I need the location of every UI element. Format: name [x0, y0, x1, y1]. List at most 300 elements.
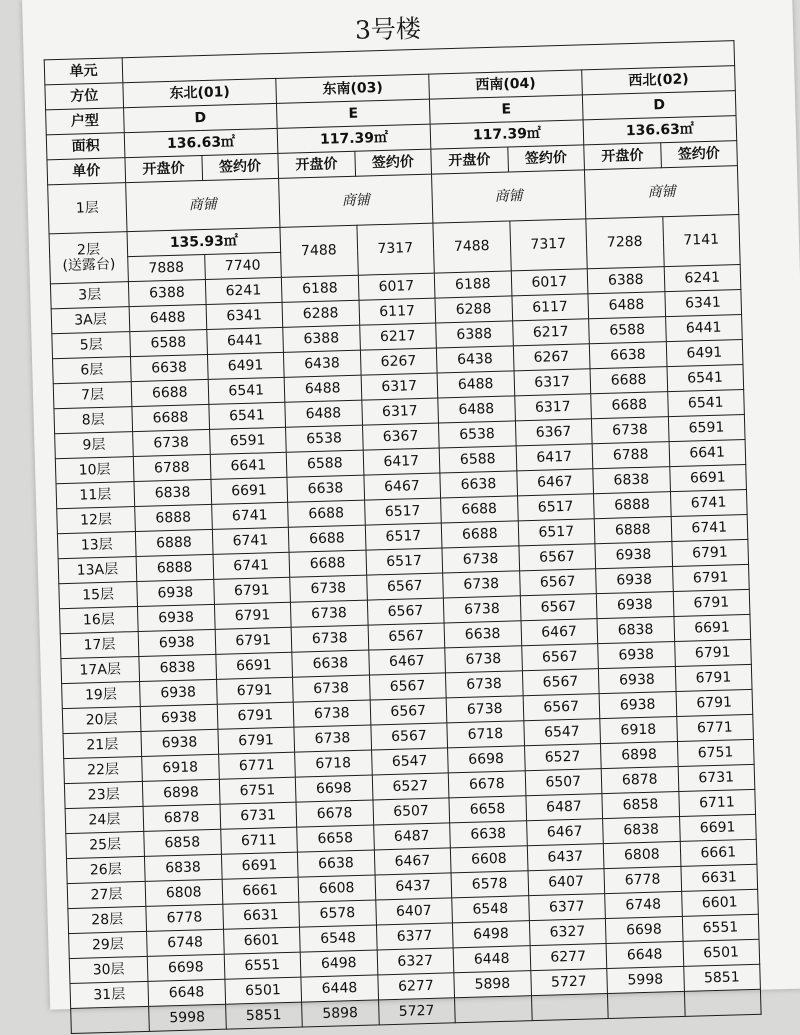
- price-cell: 6791: [213, 577, 290, 604]
- floor-label: 31层: [70, 981, 149, 1008]
- price-cell: 6888: [594, 492, 671, 519]
- price-cell: 6367: [515, 419, 592, 446]
- floor-label: 27层: [67, 881, 146, 908]
- price-cell: 6367: [362, 423, 439, 450]
- price-cell: 7141: [662, 215, 740, 267]
- floor-label: 29层: [69, 931, 148, 958]
- price-cell: 6791: [671, 539, 748, 566]
- price-cell: 6688: [441, 521, 518, 548]
- price-cell: [607, 991, 684, 1018]
- price-cell: 6547: [371, 748, 448, 775]
- price-cell: 6487: [373, 823, 450, 850]
- floor-label: 25层: [66, 831, 145, 858]
- price-cell: 6538: [286, 425, 363, 452]
- price-cell: [455, 996, 532, 1023]
- price-cell: 6388: [128, 280, 205, 307]
- price-cell: 6527: [372, 773, 449, 800]
- price-cell: 6688: [441, 496, 518, 523]
- price-cell: 6448: [453, 946, 530, 973]
- price-cell: 6678: [448, 771, 525, 798]
- price-cell: 6551: [682, 914, 759, 941]
- price-cell: 6417: [516, 444, 593, 471]
- price-cell: 6491: [666, 340, 743, 367]
- price-cell: 6288: [282, 300, 359, 327]
- open-price-header: 开盘价: [584, 143, 661, 170]
- price-cell: 6547: [523, 719, 600, 746]
- price-cell: 6567: [519, 569, 596, 596]
- price-cell: 6938: [598, 667, 675, 694]
- floor-label: 15层: [59, 582, 138, 609]
- price-cell: 6738: [294, 725, 371, 752]
- price-cell: 6638: [444, 621, 521, 648]
- price-cell: 6888: [135, 504, 212, 531]
- price-cell: 6487: [525, 794, 602, 821]
- price-cell: 6608: [450, 846, 527, 873]
- shop-cell: 商铺: [126, 178, 280, 231]
- orientation-label: 方位: [45, 83, 124, 110]
- price-cell: 6388: [283, 325, 360, 352]
- floor-2-area-cell: 135.93㎡: [127, 227, 281, 256]
- price-cell: 6838: [144, 854, 221, 881]
- price-cell: 6567: [368, 623, 445, 650]
- price-cell: 6688: [590, 367, 667, 394]
- price-cell: 5898: [454, 971, 531, 998]
- price-cell: 6638: [450, 821, 527, 848]
- price-cell: 6838: [139, 654, 216, 681]
- price-cell: 6688: [132, 404, 209, 431]
- floor-label: 17层: [60, 632, 139, 659]
- price-cell: 6567: [369, 673, 446, 700]
- price-cell: 6467: [363, 473, 440, 500]
- price-cell: 7488: [433, 221, 511, 273]
- floor-label: 7层: [53, 382, 132, 409]
- price-cell: 6507: [525, 769, 602, 796]
- price-cell: 6241: [205, 277, 282, 304]
- price-cell: 6317: [361, 373, 438, 400]
- area-cell: 117.39㎡: [277, 124, 431, 153]
- floor-label: 19层: [62, 681, 141, 708]
- price-cell: 6488: [438, 396, 515, 423]
- price-cell: 6791: [675, 664, 752, 691]
- floor-label: 13层: [57, 532, 136, 559]
- price-cell: 6888: [136, 554, 213, 581]
- price-cell: 6771: [218, 752, 295, 779]
- price-cell: 6741: [670, 489, 747, 516]
- floor-label: 16层: [60, 607, 139, 634]
- price-cell: 6691: [679, 814, 756, 841]
- price-cell: 6688: [288, 525, 365, 552]
- price-cell: 6578: [299, 900, 376, 927]
- price-cell: 5998: [607, 966, 684, 993]
- area-cell: 136.63㎡: [583, 116, 737, 145]
- price-cell: 6718: [447, 721, 524, 748]
- floor-label: 24层: [65, 806, 144, 833]
- price-cell: 6541: [208, 377, 285, 404]
- price-cell: 6341: [206, 302, 283, 329]
- price-cell: 7317: [356, 223, 434, 275]
- price-cell: 6527: [524, 744, 601, 771]
- floor-label: 30层: [69, 956, 148, 983]
- document-title: 3号楼: [354, 13, 422, 45]
- price-cell: 6738: [293, 700, 370, 727]
- price-cell: 6638: [287, 475, 364, 502]
- price-cell: 6918: [600, 717, 677, 744]
- price-cell: 6791: [674, 639, 751, 666]
- price-cell: 6748: [147, 929, 224, 956]
- price-cell: 6738: [133, 429, 210, 456]
- price-sheet: [22, 0, 800, 1026]
- price-cell: 6567: [367, 598, 444, 625]
- price-cell: 6498: [300, 950, 377, 977]
- orientation-cell: 西北(02): [582, 66, 736, 95]
- price-cell: 6467: [516, 469, 593, 496]
- floor-label: 17A层: [61, 656, 140, 683]
- price-cell: 6188: [434, 271, 511, 298]
- price-cell: 7488: [280, 225, 358, 277]
- price-cell: 6317: [514, 394, 591, 421]
- price-cell: 6738: [443, 571, 520, 598]
- price-cell: 6791: [672, 564, 749, 591]
- price-cell: 6838: [603, 816, 680, 843]
- price-cell: 6467: [521, 619, 598, 646]
- price-cell: 6691: [669, 464, 746, 491]
- floor-label: 22层: [64, 756, 143, 783]
- price-cell: 6858: [602, 791, 679, 818]
- price-cell: 6688: [288, 500, 365, 527]
- price-cell: 6567: [366, 573, 443, 600]
- price-cell: 6888: [135, 529, 212, 556]
- floor-label: 3A层: [51, 307, 130, 334]
- price-cell: 6918: [142, 754, 219, 781]
- type-cell: E: [276, 99, 430, 128]
- price-cell: 6791: [676, 689, 753, 716]
- price-cell: 6748: [605, 891, 682, 918]
- floor-label: 8层: [54, 407, 133, 434]
- price-cell: 6691: [215, 652, 292, 679]
- price-cell: 6938: [141, 729, 218, 756]
- shop-cell: 商铺: [432, 170, 586, 223]
- price-cell: 6377: [376, 923, 453, 950]
- floor-label: 9层: [55, 432, 134, 459]
- shop-cell: 商铺: [584, 166, 738, 219]
- price-cell: 6838: [134, 479, 211, 506]
- price-cell: 7288: [586, 217, 664, 269]
- price-cell: 6938: [140, 679, 217, 706]
- price-cell: 6341: [664, 290, 741, 317]
- price-cell: 6498: [452, 921, 529, 948]
- price-cell: 6407: [375, 898, 452, 925]
- contract-price-header: 签约价: [354, 149, 431, 176]
- price-cell: 6377: [528, 894, 605, 921]
- price-cell: 5851: [683, 964, 760, 991]
- price-cell: 6631: [222, 902, 299, 929]
- price-cell: 6791: [214, 602, 291, 629]
- price-cell: 6838: [597, 617, 674, 644]
- floor-label: 23层: [64, 781, 143, 808]
- open-price-header: 开盘价: [278, 151, 355, 178]
- price-cell: 6327: [529, 919, 606, 946]
- floor-label: 10层: [55, 457, 134, 484]
- price-cell: 6938: [596, 592, 673, 619]
- price-cell: 6751: [677, 739, 754, 766]
- price-cell: 6791: [216, 677, 293, 704]
- price-cell: 6588: [130, 329, 207, 356]
- orientation-cell: 东南(03): [276, 74, 430, 103]
- price-cell: 6638: [589, 342, 666, 369]
- area-cell: 117.39㎡: [430, 120, 584, 149]
- price-cell: 6438: [283, 350, 360, 377]
- price-cell: 6017: [358, 273, 435, 300]
- type-label: 户型: [46, 108, 125, 135]
- type-cell: E: [429, 95, 583, 124]
- price-cell: 6467: [368, 648, 445, 675]
- price-label: 单价: [47, 158, 126, 185]
- floor-label: 21层: [63, 731, 142, 758]
- price-cell: 6488: [588, 292, 665, 319]
- price-cell: 6567: [521, 644, 598, 671]
- price-cell: 6488: [285, 400, 362, 427]
- price-cell: 6738: [445, 646, 522, 673]
- price-cell: 6738: [293, 675, 370, 702]
- price-cell: 6517: [364, 498, 441, 525]
- contract-price-header: 签约价: [507, 145, 584, 172]
- price-cell: 6017: [511, 269, 588, 296]
- price-cell: 6437: [527, 844, 604, 871]
- price-cell: 6808: [145, 879, 222, 906]
- price-cell: 6608: [298, 875, 375, 902]
- open-price-header: 开盘价: [125, 156, 202, 183]
- price-cell: 6591: [668, 414, 745, 441]
- price-cell: 6898: [600, 742, 677, 769]
- floor-label: 28层: [68, 906, 147, 933]
- price-cell: 6691: [210, 477, 287, 504]
- price-cell: 6641: [669, 439, 746, 466]
- price-cell: 6638: [130, 354, 207, 381]
- price-cell: 6288: [435, 296, 512, 323]
- floor-label: 13A层: [58, 557, 137, 584]
- floor-label: 20层: [62, 706, 141, 733]
- price-cell: 6117: [511, 294, 588, 321]
- price-cell: 6698: [295, 775, 372, 802]
- price-cell: 6501: [224, 977, 301, 1004]
- shop-cell: 商铺: [279, 174, 433, 227]
- type-cell: D: [582, 91, 736, 120]
- price-cell: 6658: [449, 796, 526, 823]
- price-cell: 6538: [438, 421, 515, 448]
- price-cell: 6788: [592, 442, 669, 469]
- price-cell: 6661: [222, 877, 299, 904]
- price-cell: 6711: [220, 827, 297, 854]
- price-cell: 6437: [375, 873, 452, 900]
- price-cell: 6738: [290, 575, 367, 602]
- price-cell: 6648: [606, 941, 683, 968]
- price-cell: 6741: [212, 527, 289, 554]
- price-cell: 6588: [439, 446, 516, 473]
- price-cell: 6898: [142, 779, 219, 806]
- price-cell: 6838: [593, 467, 670, 494]
- price-cell: 6517: [517, 494, 594, 521]
- price-cell: 6938: [137, 579, 214, 606]
- price-cell: 6698: [448, 746, 525, 773]
- price-cell: 6267: [360, 348, 437, 375]
- price-cell: 6738: [290, 600, 367, 627]
- price-cell: 6661: [680, 839, 757, 866]
- price-cell: 6488: [129, 304, 206, 331]
- price-cell: 6791: [673, 589, 750, 616]
- price-cell: 6217: [512, 319, 589, 346]
- price-cell: 6588: [589, 317, 666, 344]
- price-cell: 6388: [436, 321, 513, 348]
- price-cell: 6738: [446, 696, 523, 723]
- price-cell: 6541: [667, 390, 744, 417]
- open-price-header: 开盘价: [431, 147, 508, 174]
- price-cell: 6317: [361, 398, 438, 425]
- price-cell: 6688: [591, 392, 668, 419]
- contract-price-header: 签约价: [201, 153, 278, 180]
- price-cell: 6317: [514, 369, 591, 396]
- price-cell: 6688: [289, 550, 366, 577]
- price-table: [44, 40, 762, 1034]
- price-cell: 6771: [676, 714, 753, 741]
- price-cell: 6738: [445, 671, 522, 698]
- price-cell: 5998: [149, 1004, 226, 1031]
- price-cell: 6567: [523, 694, 600, 721]
- contract-price-header: 签约价: [660, 141, 737, 168]
- price-cell: 6751: [219, 777, 296, 804]
- price-cell: 6567: [522, 669, 599, 696]
- floor-label: 5层: [52, 332, 131, 359]
- type-cell: D: [124, 103, 278, 132]
- price-cell: 6738: [591, 417, 668, 444]
- price-cell: 6741: [213, 552, 290, 579]
- price-cell: 6438: [436, 346, 513, 373]
- price-cell: 6188: [281, 275, 358, 302]
- price-cell: 6678: [296, 800, 373, 827]
- price-cell: 6567: [520, 594, 597, 621]
- price-cell: 6688: [131, 379, 208, 406]
- price-cell: 6241: [664, 265, 741, 292]
- price-cell: 6738: [291, 625, 368, 652]
- price-cell: 6548: [299, 925, 376, 952]
- price-cell: 6718: [295, 750, 372, 777]
- price-cell: 5898: [302, 1000, 379, 1027]
- price-cell: 6541: [208, 402, 285, 429]
- floor-label: [71, 1006, 150, 1033]
- price-cell: 6567: [370, 723, 447, 750]
- price-cell: 6548: [452, 896, 529, 923]
- unit-label: 单元: [44, 58, 123, 85]
- floor-label: 3层: [50, 282, 129, 309]
- price-cell: 6441: [665, 315, 742, 342]
- price-cell: 6791: [217, 727, 294, 754]
- price-cell: 6601: [681, 889, 758, 916]
- price-cell: 6731: [220, 802, 297, 829]
- price-cell: 6507: [372, 798, 449, 825]
- price-cell: 6501: [683, 939, 760, 966]
- price-cell: 6741: [211, 502, 288, 529]
- price-cell: 6878: [601, 766, 678, 793]
- floor-label: 26层: [66, 856, 145, 883]
- price-cell: 6938: [137, 604, 214, 631]
- price-cell: 6638: [297, 850, 374, 877]
- price-cell: 6938: [140, 704, 217, 731]
- floor-label: [49, 232, 128, 284]
- price-cell: 6588: [286, 450, 363, 477]
- price-cell: 6407: [528, 869, 605, 896]
- price-cell: 6648: [148, 979, 225, 1006]
- price-cell: 6488: [437, 371, 514, 398]
- floor-label: 11层: [56, 482, 135, 509]
- price-cell: 6567: [518, 544, 595, 571]
- price-cell: 6778: [146, 904, 223, 931]
- price-cell: 6417: [363, 448, 440, 475]
- price-cell: 5727: [378, 998, 455, 1025]
- price-cell: 6711: [678, 789, 755, 816]
- floor-label: 6层: [53, 357, 132, 384]
- price-cell: 6698: [605, 916, 682, 943]
- price-cell: 6691: [221, 852, 298, 879]
- area-cell: 136.63㎡: [124, 128, 278, 157]
- price-cell: 6658: [297, 825, 374, 852]
- price-cell: 6601: [223, 927, 300, 954]
- price-cell: 6731: [678, 764, 755, 791]
- price-cell: [684, 989, 761, 1016]
- price-cell: 6327: [377, 948, 454, 975]
- price-cell: 6698: [147, 954, 224, 981]
- price-cell: 6267: [513, 344, 590, 371]
- price-cell: 6517: [365, 523, 442, 550]
- floor-2-label: 2层: [76, 241, 101, 259]
- price-cell: 6551: [224, 952, 301, 979]
- price-cell: 6117: [359, 298, 436, 325]
- price-cell: [531, 994, 608, 1021]
- price-cell: 6741: [671, 514, 748, 541]
- price-cell: 6517: [518, 519, 595, 546]
- price-cell: 6788: [133, 454, 210, 481]
- price-cell: 6641: [210, 452, 287, 479]
- price-cell: 6467: [526, 819, 603, 846]
- price-cell: 6488: [284, 375, 361, 402]
- price-cell: 6938: [599, 692, 676, 719]
- price-cell: 5727: [530, 969, 607, 996]
- price-cell: 7317: [509, 219, 587, 271]
- price-cell: 6578: [451, 871, 528, 898]
- orientation-cell: 西南(04): [429, 70, 583, 99]
- price-cell: 6778: [604, 866, 681, 893]
- price-cell: 7888: [128, 255, 205, 282]
- price-cell: 6808: [603, 841, 680, 868]
- price-cell: 6938: [595, 542, 672, 569]
- price-cell: 6277: [530, 944, 607, 971]
- price-cell: 6738: [443, 596, 520, 623]
- price-cell: 6441: [206, 327, 283, 354]
- price-cell: 6878: [143, 804, 220, 831]
- price-cell: 6738: [442, 546, 519, 573]
- area-label: 面积: [46, 133, 125, 160]
- price-cell: 6591: [209, 427, 286, 454]
- price-cell: 6858: [144, 829, 221, 856]
- price-cell: 6631: [680, 864, 757, 891]
- price-cell: 6541: [666, 365, 743, 392]
- floor-label: 1层: [48, 183, 127, 234]
- price-cell: 6638: [440, 471, 517, 498]
- price-cell: 6388: [587, 267, 664, 294]
- floor-2-note: (送露台): [62, 255, 116, 274]
- price-cell: 6277: [377, 973, 454, 1000]
- price-cell: 7740: [204, 252, 281, 279]
- price-cell: 6448: [301, 975, 378, 1002]
- floor-label: 12层: [57, 507, 136, 534]
